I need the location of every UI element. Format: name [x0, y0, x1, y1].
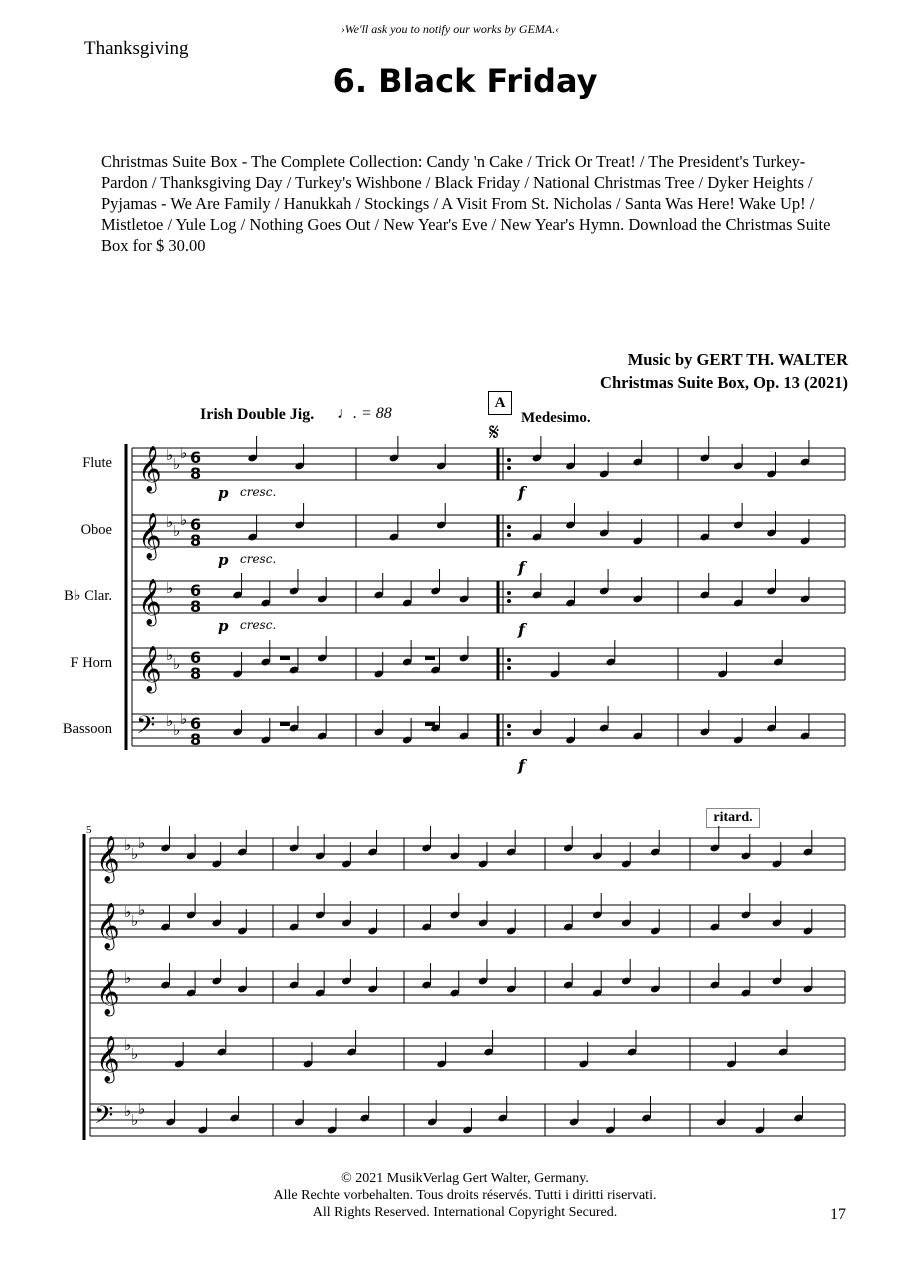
repeat-dot [507, 458, 511, 462]
time-signature-top: 6 [190, 448, 202, 467]
repeat-dot [507, 466, 511, 470]
dynamic-piano: p [218, 617, 229, 635]
key-flat-icon: ♭ [124, 903, 132, 921]
time-signature-bottom: 8 [190, 464, 202, 483]
key-flat-icon: ♭ [124, 1036, 132, 1054]
key-flat-icon: ♭ [124, 969, 132, 987]
repeat-dot [507, 732, 511, 736]
time-signature-bottom: 8 [190, 730, 202, 749]
key-flat-icon: ♭ [138, 834, 146, 852]
treble-clef-icon: 𝄞 [138, 446, 162, 492]
key-flat-icon: ♭ [166, 646, 174, 664]
treble-clef-icon: 𝄞 [138, 646, 162, 692]
dynamic-crescendo: cresc. [240, 618, 277, 632]
treble-clef-icon: 𝄞 [96, 1036, 120, 1082]
instrument-label-horn: F Horn [70, 655, 112, 671]
time-signature-top: 6 [190, 515, 202, 534]
repeat-dot [507, 666, 511, 670]
repeat-dot [507, 525, 511, 529]
instrument-label-oboe: Oboe [80, 522, 112, 538]
ritard-marking: ritard. [706, 808, 760, 828]
bass-clef-icon: 𝄢 [94, 1101, 114, 1136]
dynamic-forte: f [518, 558, 525, 577]
time-signature-top: 6 [190, 581, 202, 600]
key-flat-icon: ♭ [124, 1102, 132, 1120]
tempo-text: Irish Double Jig. [200, 406, 315, 423]
dynamic-piano: p [218, 551, 229, 569]
dynamic-forte: f [518, 756, 525, 775]
treble-clef-icon: 𝄞 [96, 903, 120, 949]
dotted-quarter-icon: ♩. [337, 405, 357, 422]
segno-icon: 𝄋 [489, 418, 500, 446]
repeat-dot [507, 591, 511, 595]
instrument-label-flute: Flute [82, 455, 112, 471]
key-flat-icon: ♭ [131, 1045, 139, 1063]
key-flat-icon: ♭ [180, 511, 188, 529]
key-flat-icon: ♭ [180, 444, 188, 462]
key-flat-icon: ♭ [138, 901, 146, 919]
whole-rest [280, 722, 290, 726]
gema-notice: ›We'll ask you to notify our works by GEMA.‹ [340, 22, 560, 36]
dynamic-crescendo: cresc. [240, 485, 277, 499]
key-flat-icon: ♭ [138, 1100, 146, 1118]
rights-line-en: All Rights Reserved. International Copyright Secured. [312, 1205, 618, 1220]
footer [0, 1170, 900, 1221]
score-system-1 [126, 418, 845, 775]
composer-credit: Music by GERT TH. WALTER [627, 350, 848, 369]
key-flat-icon: ♭ [173, 455, 181, 473]
treble-clef-icon: 𝄞 [138, 513, 162, 559]
bass-clef-icon: 𝄢 [136, 711, 156, 746]
repeat-dot [507, 533, 511, 537]
whole-rest [425, 656, 435, 660]
key-flat-icon: ♭ [173, 522, 181, 540]
dynamic-piano: p [218, 484, 229, 502]
key-flat-icon: ♭ [166, 446, 174, 464]
repeat-dot [507, 658, 511, 662]
time-signature-bottom: 8 [190, 597, 202, 616]
repeat-dot [507, 724, 511, 728]
measure-number: 5 [86, 824, 92, 836]
key-flat-icon: ♭ [166, 712, 174, 730]
rehearsal-mark: A [488, 391, 512, 415]
instrument-label-clarinet: B♭ Clar. [64, 588, 112, 604]
dynamic-forte: f [518, 620, 525, 639]
dynamic-forte: f [518, 483, 525, 502]
collection-heading: Thanksgiving [84, 38, 189, 59]
instrument-label-bassoon: Bassoon [62, 721, 112, 737]
key-flat-icon: ♭ [124, 836, 132, 854]
page-title: 6. Black Friday [332, 62, 598, 100]
time-signature-bottom: 8 [190, 664, 202, 683]
treble-clef-icon: 𝄞 [138, 579, 162, 625]
key-flat-icon: ♭ [131, 845, 139, 863]
work-credit: Christmas Suite Box, Op. 13 (2021) [600, 373, 848, 392]
key-flat-icon: ♭ [180, 710, 188, 728]
dynamic-crescendo: cresc. [240, 552, 277, 566]
treble-clef-icon: 𝄞 [96, 969, 120, 1015]
section-tempo: Medesimo. [521, 410, 591, 426]
time-signature-bottom: 8 [190, 531, 202, 550]
key-flat-icon: ♭ [173, 721, 181, 739]
repeat-dot [507, 599, 511, 603]
key-flat-icon: ♭ [166, 579, 174, 597]
rights-line: Alle Rechte vorbehalten. Tous droits réservés. Tutti i diritti riservati. [273, 1188, 657, 1203]
treble-clef-icon: 𝄞 [96, 836, 120, 882]
copyright-line: © 2021 MusikVerlag Gert Walter, Germany. [341, 1171, 589, 1186]
time-signature-top: 6 [190, 648, 202, 667]
time-signature-top: 6 [190, 714, 202, 733]
tempo-value: = 88 [361, 405, 392, 422]
key-flat-icon: ♭ [173, 655, 181, 673]
key-flat-icon: ♭ [166, 513, 174, 531]
collection-description: Christmas Suite Box - The Complete Collection: Candy 'n Cake / Trick Or Treat! / The President's Turkey-Pardon / Thanksgiving Day / Turkey's Wishbone / Black Friday / National Christmas Tree / Dyker Heights / Pyjamas - We Are Family / Hanukkah / Stockings / A Visit From St. Nicholas / Santa Was Here! Wake Up! / Mistletoe / Yule Log / Nothing Goes Out / New Year's Eve / New Year's Hymn. Download the Christmas Suite Box for $ 30.00 [101, 152, 831, 255]
page-number: 17 [830, 1206, 846, 1223]
whole-rest [280, 656, 290, 660]
key-flat-icon: ♭ [131, 1111, 139, 1129]
score-system-2 [84, 826, 845, 1140]
whole-rest [425, 722, 435, 726]
key-flat-icon: ♭ [131, 912, 139, 930]
